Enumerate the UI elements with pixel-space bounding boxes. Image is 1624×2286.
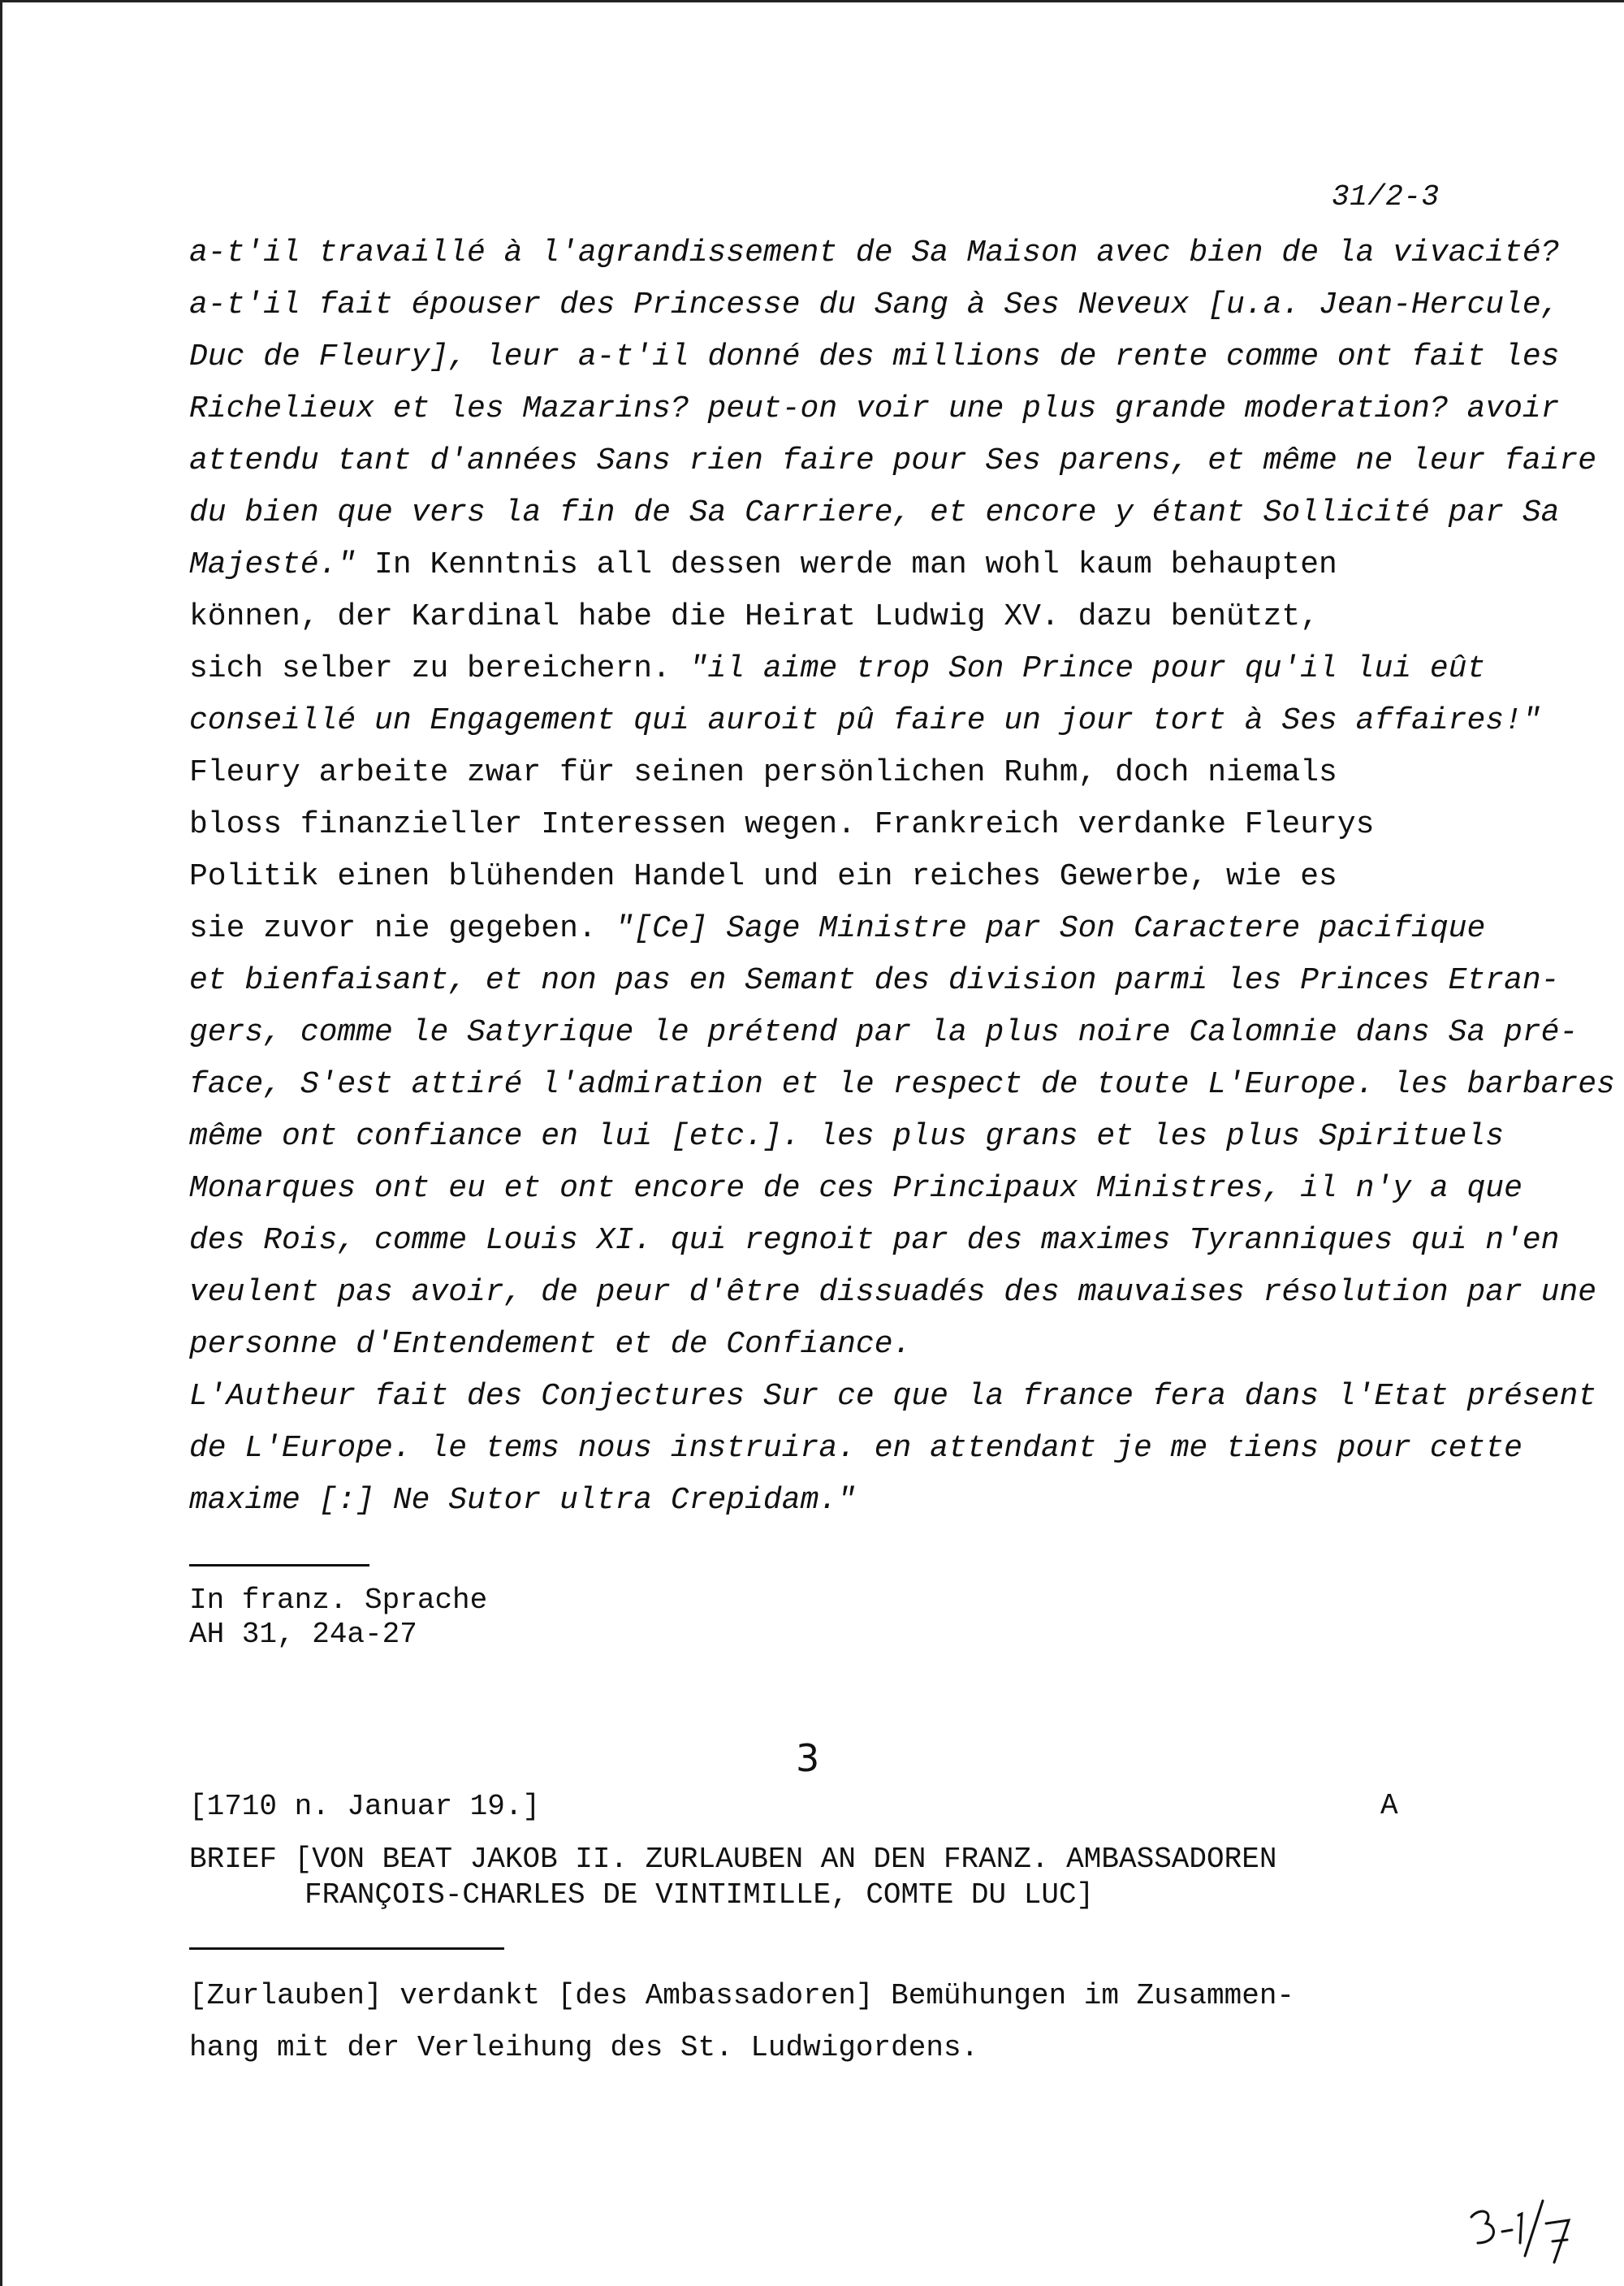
body-line: maxime [:] Ne Sutor ultra Crepidam." <box>189 1483 856 1518</box>
body-line: du bien que vers la fin de Sa Carriere, et encore y étant Sollicité par Sa <box>189 495 1560 530</box>
body-line: même ont confiance en lui [etc.]. les plus grans et les plus Spirituels <box>189 1119 1505 1154</box>
summary-rule <box>189 1947 504 1950</box>
quote-start: "[Ce] Sage Ministre par Son Caractere pacifique <box>615 911 1486 946</box>
paraphrase: sich selber zu bereichern. <box>189 651 689 686</box>
body-line-mixed <box>189 651 1485 687</box>
body-line: L'Autheur fait des Conjectures Sur ce que la france fera dans l'Etat présent <box>189 1379 1597 1414</box>
footnote-language: In franz. Sprache <box>189 1584 488 1617</box>
page-left-edge <box>0 0 2 2286</box>
document-number: 3 <box>796 1736 820 1780</box>
quote-start: "il aime trop Son Prince pour qu'il lui eût <box>689 651 1486 686</box>
body-line: des Rois, comme Louis XI. qui regnoit par des maximes Tyranniques qui n'en <box>189 1223 1560 1258</box>
paraphrase: sie zuvor nie gegeben. <box>189 911 615 946</box>
document-summary-line1: [Zurlauben] verdankt [des Ambassadoren] Bemühungen im Zusammen- <box>189 1979 1295 2012</box>
body-line-mixed <box>189 547 1337 583</box>
paraphrase: In Kenntnis all dessen werde man wohl kaum behaupten <box>356 547 1337 582</box>
body-line: Monarques ont eu et ont encore de ces Principaux Ministres, il n'y a que <box>189 1171 1522 1206</box>
body-line: face, S'est attiré l'admiration et le respect de toute L'Europe. les barbares <box>189 1067 1615 1102</box>
body-line-mixed <box>189 911 1485 947</box>
document-title-line2: FRANÇOIS-CHARLES DE VINTIMILLE, COMTE DU LUC] <box>304 1878 1095 1912</box>
body-line: de L'Europe. le tems nous instruira. en attendant je me tiens pour cette <box>189 1431 1522 1466</box>
handwritten-folio-mark <box>1462 2193 1575 2266</box>
body-line: gers, comme le Satyrique le prétend par la plus noire Calomnie dans Sa pré- <box>189 1015 1579 1050</box>
page-reference: 31/2-3 <box>1332 180 1440 214</box>
body-line: Duc de Fleury], leur a-t'il donné des millions de rente comme ont fait les <box>189 339 1560 374</box>
document-summary-line2: hang mit der Verleihung des St. Ludwigordens. <box>189 2031 979 2064</box>
document-date: [1710 n. Januar 19.] <box>189 1790 541 1823</box>
document-title-line1: BRIEF [VON BEAT JAKOB II. ZURLAUBEN AN DEN FRANZ. AMBASSADOREN <box>189 1843 1277 1876</box>
body-line: veulent pas avoir, de peur d'être dissuadés des mauvaises résolution par une <box>189 1275 1597 1310</box>
body-line: et bienfaisant, et non pas en Semant des division parmi les Princes Etran- <box>189 963 1560 998</box>
body-line: können, der Kardinal habe die Heirat Ludwig XV. dazu benützt, <box>189 599 1320 634</box>
document-mark: A <box>1380 1789 1398 1822</box>
quote-end: Majesté." <box>189 547 356 582</box>
body-line: Fleury arbeite zwar für seinen persönlichen Ruhm, doch niemals <box>189 755 1337 790</box>
body-line: a-t'il travaillé à l'agrandissement de Sa Maison avec bien de la vivacité? <box>189 236 1560 270</box>
footnote-rule <box>189 1564 369 1566</box>
body-line: a-t'il fait épouser des Princesse du Sang à Ses Neveux [u.a. Jean-Hercule, <box>189 287 1560 322</box>
main-text-block <box>189 236 1615 1518</box>
body-line: attendu tant d'années Sans rien faire pour Ses parens, et même ne leur faire <box>189 443 1597 478</box>
body-line: personne d'Entendement et de Confiance. <box>189 1327 912 1362</box>
body-line: bloss finanzieller Interessen wegen. Frankreich verdanke Fleurys <box>189 807 1375 842</box>
body-line: Politik einen blühenden Handel und ein reiches Gewerbe, wie es <box>189 859 1337 894</box>
page-top-edge <box>0 0 1624 2</box>
body-line: Richelieux et les Mazarins? peut-on voir une plus grande moderation? avoir <box>189 391 1560 426</box>
body-line: conseillé un Engagement qui auroit pû faire un jour tort à Ses affaires!" <box>189 703 1541 738</box>
footnote-source: AH 31, 24a-27 <box>189 1618 417 1651</box>
